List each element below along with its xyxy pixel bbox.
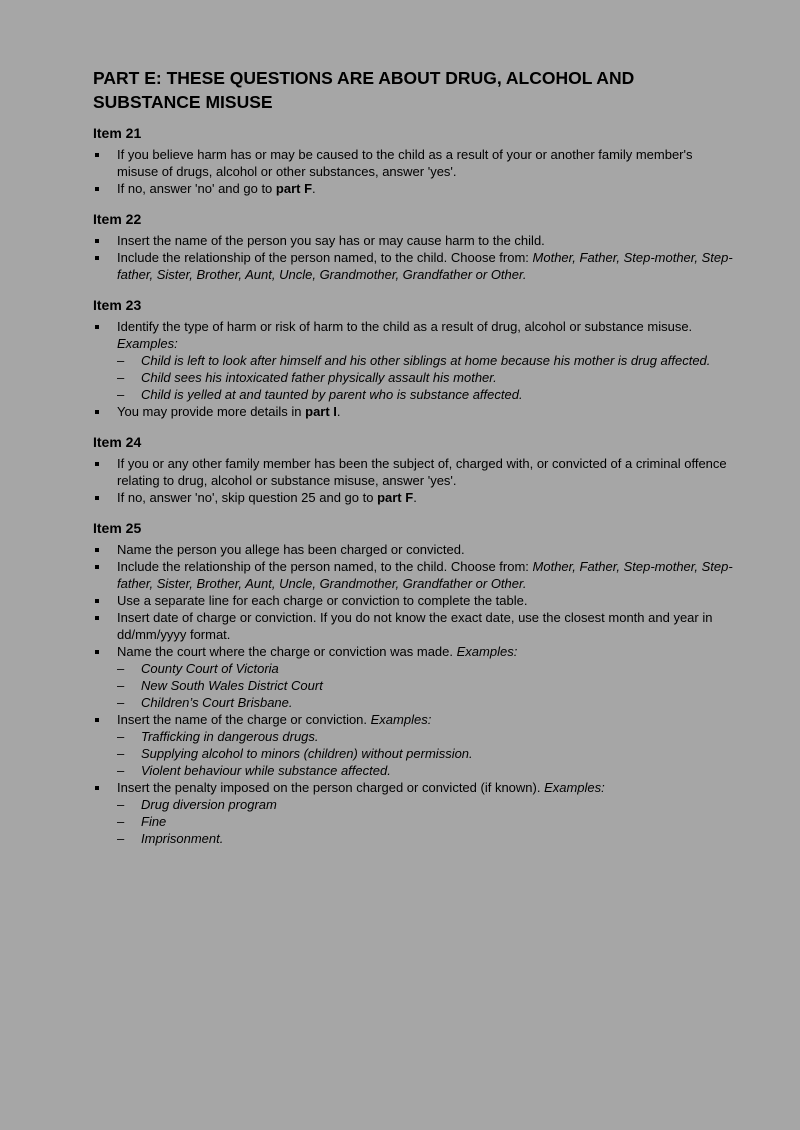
bullet-text: Name the court where the charge or conviction was made. bbox=[117, 644, 457, 659]
bullet-text: Insert the penalty imposed on the person charged or convicted (if known). bbox=[117, 780, 545, 795]
bullet-item bbox=[93, 779, 733, 847]
example-list bbox=[117, 352, 733, 403]
bullet-item bbox=[93, 609, 733, 643]
item-heading: Item 25 bbox=[93, 520, 142, 536]
item-section bbox=[93, 433, 733, 506]
bullet-item bbox=[93, 558, 733, 592]
bullet-item bbox=[93, 318, 733, 403]
bullet-text: If you or any other family member has been the subject of, charged with, or convicted of a criminal offence relating to drug, alcohol or substance misuse, answer 'yes'. bbox=[117, 456, 727, 488]
example-item: – Drug diversion program bbox=[117, 796, 733, 813]
bullet-item bbox=[93, 711, 733, 779]
italic-text: Examples: bbox=[456, 644, 518, 659]
italic-text: Examples: bbox=[544, 780, 605, 795]
example-item: – Child sees his intoxicated father physically assault his mother. bbox=[117, 369, 733, 386]
example-item: – Supplying alcohol to minors (children) without permission. bbox=[117, 745, 733, 762]
example-item: – Fine bbox=[117, 813, 733, 830]
example-item: – Violent behaviour while substance affected. bbox=[117, 762, 733, 779]
bold-reference: part F bbox=[377, 490, 414, 505]
bullet-text-end: . bbox=[336, 404, 341, 419]
bullet-item bbox=[93, 403, 733, 420]
item-heading: Item 23 bbox=[93, 297, 142, 313]
item-section bbox=[93, 519, 733, 847]
bullet-item bbox=[93, 146, 733, 180]
example-list bbox=[117, 660, 733, 711]
item-section bbox=[93, 210, 733, 283]
bold-reference: part I bbox=[305, 404, 337, 419]
bullet-text: Insert the name of the person you say has or may cause harm to the child. bbox=[117, 233, 545, 248]
bullet-text: Include the relationship of the person named, to the child. Choose from: bbox=[117, 559, 533, 574]
example-item: – New South Wales District Court bbox=[117, 677, 733, 694]
italic-text: Examples: bbox=[117, 336, 178, 351]
items-container bbox=[93, 124, 733, 847]
bullet-text: Identify the type of harm or risk of harm to the child as a result of drug, alcohol or substance misuse. bbox=[117, 319, 693, 334]
italic-text: Mother, Father, Step-mother, Step-father, Sister, Brother, Aunt, Uncle, Grandmother, Grandfather or Other. bbox=[117, 559, 733, 591]
bullet-text: You may provide more details in bbox=[117, 404, 306, 419]
example-item: – County Court of Victoria bbox=[117, 660, 733, 677]
bullet-item bbox=[93, 180, 733, 197]
bullet-item bbox=[93, 455, 733, 489]
example-list bbox=[117, 728, 733, 779]
example-item: – Children’s Court Brisbane. bbox=[117, 694, 733, 711]
example-item: – Imprisonment. bbox=[117, 830, 733, 847]
bullet-list bbox=[93, 541, 733, 847]
example-item: – Child is yelled at and taunted by parent who is substance affected. bbox=[117, 386, 733, 403]
item-section bbox=[93, 296, 733, 420]
item-section bbox=[93, 124, 733, 197]
bullet-item bbox=[93, 592, 733, 609]
bullet-text: Insert the name of the charge or conviction. bbox=[117, 712, 371, 727]
item-heading: Item 24 bbox=[93, 434, 142, 450]
bullet-text: If no, answer 'no' and go to bbox=[117, 181, 276, 196]
bullet-text-end: . bbox=[312, 181, 316, 196]
document-content bbox=[93, 66, 733, 860]
example-item: – Child is left to look after himself and his other siblings at home because his mother is drug affected. bbox=[117, 352, 733, 369]
bullet-item bbox=[93, 249, 733, 283]
bullet-text: Insert date of charge or conviction. If you do not know the exact date, use the closest month and year in dd/mm/yyyy format. bbox=[117, 610, 713, 642]
bullet-text: If you believe harm has or may be caused to the child as a result of your or another family member's misuse of drugs, alcohol or other substances, answer 'yes'. bbox=[117, 147, 693, 179]
bullet-list bbox=[93, 455, 733, 506]
bullet-text: If no, answer 'no', skip question 25 and go to bbox=[117, 490, 378, 505]
bullet-text: Name the person you allege has been charged or convicted. bbox=[117, 542, 465, 557]
italic-text: Examples: bbox=[370, 712, 432, 727]
bullet-list bbox=[93, 232, 733, 283]
bullet-list bbox=[93, 318, 733, 420]
bullet-item bbox=[93, 232, 733, 249]
bullet-item bbox=[93, 541, 733, 558]
italic-text: Mother, Father, Step-mother, Step-father, Sister, Brother, Aunt, Uncle, Grandmother, Grandfather or Other. bbox=[117, 250, 733, 282]
bold-reference: part F bbox=[275, 181, 313, 196]
example-list bbox=[117, 796, 733, 847]
item-heading: Item 22 bbox=[93, 211, 142, 227]
page-title: PART E: THESE QUESTIONS ARE ABOUT DRUG, ALCOHOL AND SUBSTANCE MISUSE bbox=[93, 68, 635, 112]
item-heading: Item 21 bbox=[93, 125, 142, 141]
bullet-list bbox=[93, 146, 733, 197]
bullet-text: Include the relationship of the person named, to the child. Choose from: bbox=[117, 250, 533, 265]
bullet-text-end: . bbox=[413, 490, 417, 505]
example-item: – Trafficking in dangerous drugs. bbox=[117, 728, 733, 745]
bullet-text: Use a separate line for each charge or conviction to complete the table. bbox=[117, 593, 528, 608]
bullet-item bbox=[93, 643, 733, 711]
bullet-item bbox=[93, 489, 733, 506]
